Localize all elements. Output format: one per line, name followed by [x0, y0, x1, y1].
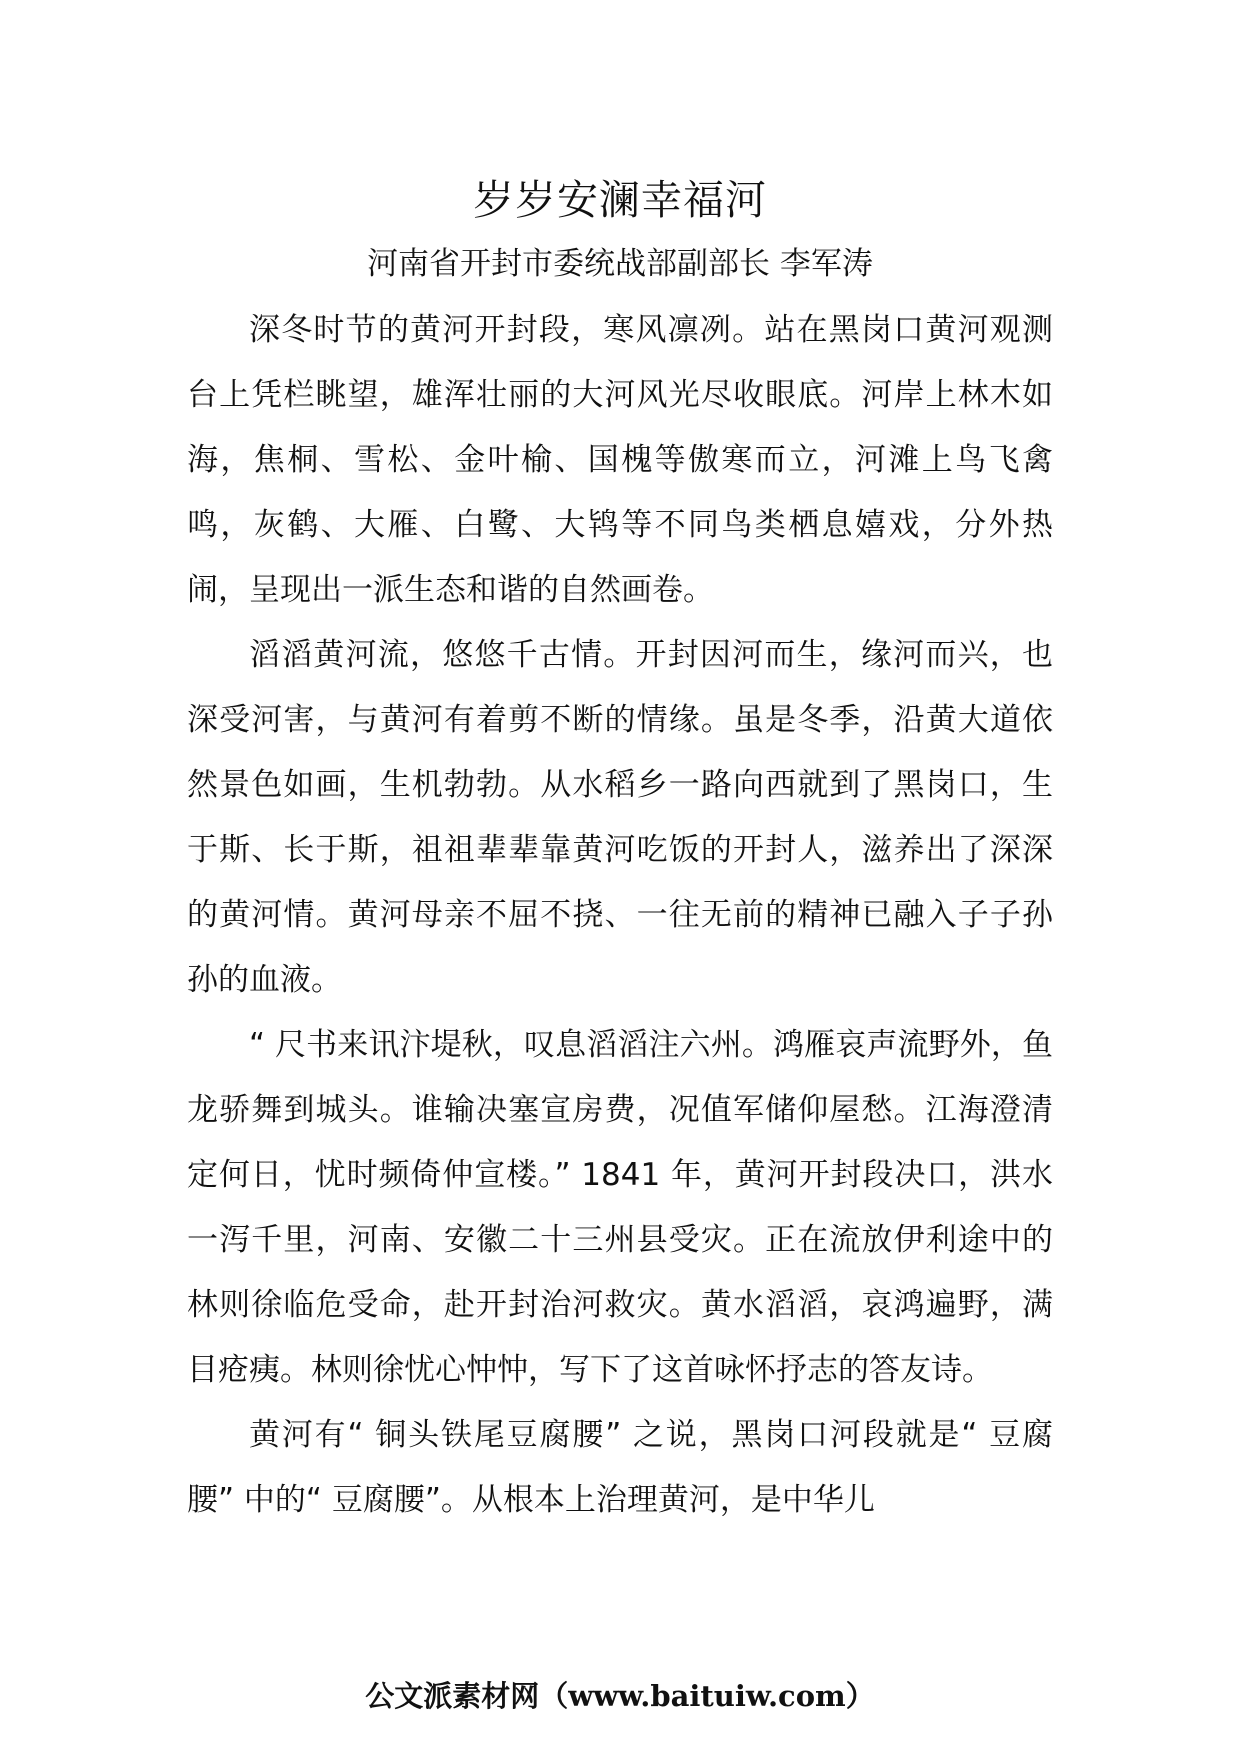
paragraph-3: “ 尺书来讯汴堤秋，叹息滔滔注六州。鸿雁哀声流野外，鱼龙骄舞到城头。谁输决塞宣房费，况值军储仰屋愁。江海澄清定何日，忧时频倚仲宣楼。” 1841 年，黄河开封段决口，洪水一泻千里，河南、安徽二十三州县受灾。正在流放伊利途中的林则徐临危受命，赴开封治河救灾。黄水滔滔，哀鸿遍野，满目疮痍。林则徐忧心忡忡，写下了这首咏怀抒志的答友诗。 — [187, 1027, 1053, 1388]
article-body — [187, 298, 1053, 1533]
paragraph-1: 深冬时节的黄河开封段，寒风凛冽。站在黑岗口黄河观测台上凭栏眺望，雄浑壮丽的大河风光尽收眼底。河岸上林木如海，焦桐、雪松、金叶榆、国槐等傲寒而立，河滩上鸟飞禽鸣，灰鹤、大雁、白鹭、大鸨等不同鸟类栖息嬉戏，分外热闹，呈现出一派生态和谐的自然画卷。 — [187, 312, 1053, 608]
paragraph-4: 黄河有“ 铜头铁尾豆腐腰” 之说，黑岗口河段就是“ 豆腐腰” 中的“ 豆腐腰”。从根本上治理黄河，是中华儿 — [187, 1417, 1053, 1518]
paragraph-2: 滔滔黄河流，悠悠千古情。开封因河而生，缘河而兴，也深受河害，与黄河有着剪不断的情缘。虽是冬季，沿黄大道依然景色如画，生机勃勃。从水稻乡一路向西就到了黑岗口，生于斯、长于斯，祖祖辈辈靠黄河吃饭的开封人，滋养出了深深的黄河情。黄河母亲不屈不挠、一往无前的精神已融入子子孙孙的血液。 — [187, 637, 1053, 998]
author-byline: 河南省开封市委统战部副部长 李军涛 — [367, 246, 873, 282]
footer-watermark: 公文派素材网（www.baituiw.com） — [365, 1679, 875, 1713]
article-title: 岁岁安澜幸福河 — [473, 176, 767, 224]
